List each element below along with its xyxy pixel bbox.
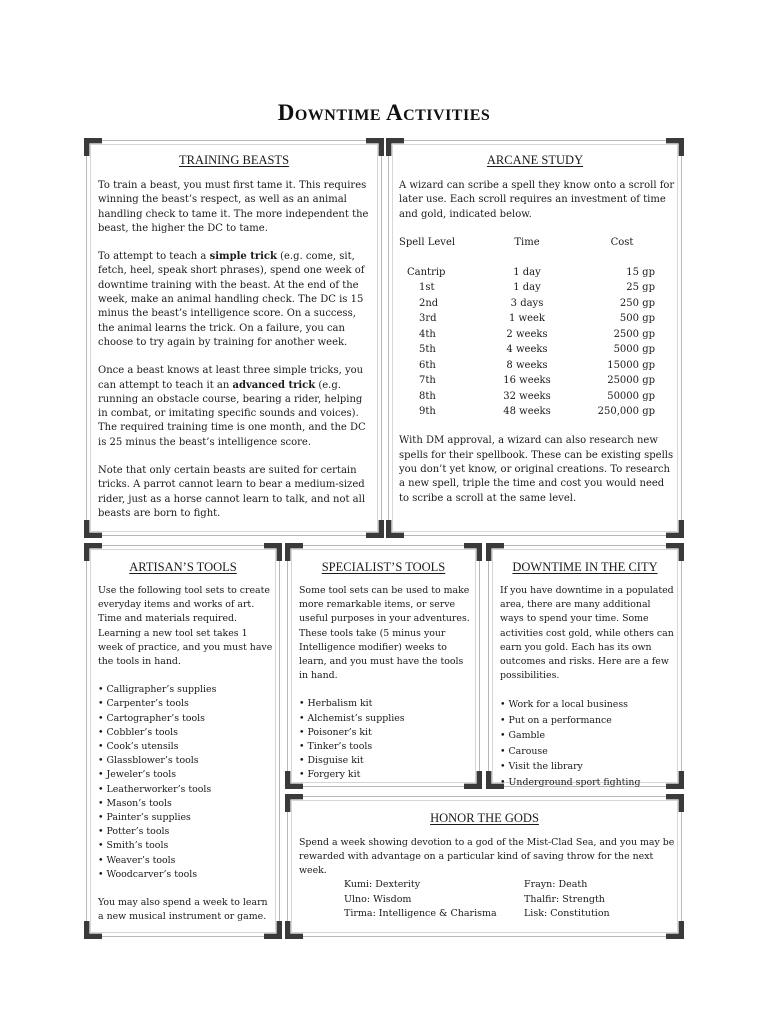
list-item: • Poisoner’s kit: [299, 726, 372, 738]
table-row: [399, 265, 667, 281]
list-item: • Potter’s tools: [98, 826, 170, 838]
cell-cost: 25 gp: [626, 282, 655, 294]
table-row: [399, 343, 667, 359]
god-entry: Lisk: Constitution: [524, 908, 610, 919]
advanced-trick-paragraph: Once a beast knows at least three simple tricks, you can attempt to teach it an advanced trick (e.g. running an obstacle course, bearing a rider, helping in combat, or imitating specific sounds and voices). The required training time is one month, and the DC is 25 minus the beast’s intelligence score.: [98, 365, 366, 448]
gods-list: [344, 878, 674, 922]
cell-cost: 250,000 gp: [597, 406, 655, 418]
cell-cost: 500 gp: [619, 313, 655, 325]
specialists-tools-panel: [287, 545, 480, 787]
list-item: • Leatherworker’s tools: [98, 783, 212, 795]
corner-ornament: [285, 794, 303, 812]
god-entry: Ulno: Wisdom: [344, 893, 412, 905]
table-row: [399, 389, 667, 405]
cell-level: 1st: [419, 282, 435, 294]
corner-ornament: [264, 543, 282, 561]
specialists-tools-intro: Some tool sets can be used to make more remarkable items, or serve useful purposes in your adventures. These tools take (5 minus your Intelligence modifier) weeks to learn, and you must have the tools in hand.: [299, 585, 470, 682]
list-item: • Put on a performance: [500, 714, 612, 726]
cell-level: 3rd: [419, 313, 437, 325]
table-row: [399, 374, 667, 390]
artisans-tools-title: ARTISAN’S TOOLS: [129, 560, 237, 574]
arcane-study-outro: With DM approval, a wizard can also research new spells for their spellbook. These can be existing spells you don’t yet know, or original creations. To research a new spell, triple the time and cost you would need to scribe a scroll at the same level.: [399, 435, 674, 504]
god-entry: Tirma: Intelligence & Charisma: [344, 908, 497, 919]
column-header-level: Spell Level: [399, 237, 456, 249]
cell-cost: 5000 gp: [613, 344, 655, 356]
downtime-city-panel: [488, 545, 682, 787]
downtime-city-title: DOWNTIME IN THE CITY: [512, 560, 658, 574]
column-header-cost: Cost: [610, 237, 634, 249]
table-row: [399, 327, 667, 343]
specialists-tools-title: SPECIALIST’S TOOLS: [321, 560, 446, 574]
god-entry: Kumi: Dexterity: [344, 879, 421, 890]
list-item: • Disguise kit: [299, 755, 364, 767]
cell-level: 2nd: [419, 297, 439, 309]
cell-time: 8 weeks: [506, 359, 548, 371]
cell-cost: 25000 gp: [607, 375, 655, 387]
artisans-tools-panel: [86, 545, 280, 937]
list-item: • Forgery kit: [299, 769, 361, 781]
list-item: • Jeweler’s tools: [98, 769, 177, 781]
list-item: • Smith’s tools: [98, 840, 169, 852]
god-entry: Frayn: Death: [524, 879, 588, 890]
corner-ornament: [666, 921, 684, 939]
cell-level: 8th: [419, 390, 436, 402]
corner-ornament: [666, 520, 684, 538]
list-item: • Cobbler’s tools: [98, 726, 178, 738]
artisans-tools-outro: You may also spend a week to learn a new musical instrument or game.: [98, 897, 268, 923]
cell-cost: 50000 gp: [607, 390, 655, 402]
corner-ornament: [285, 543, 303, 561]
cell-time: 48 weeks: [503, 406, 551, 418]
list-item: • Visit the library: [500, 761, 583, 773]
corner-ornament: [285, 921, 303, 939]
god-entry: Thalfir: Strength: [524, 893, 605, 905]
corner-ornament: [464, 543, 482, 561]
cell-time: 16 weeks: [503, 375, 551, 387]
specialists-tools-list: [299, 697, 473, 782]
cell-time: 4 weeks: [506, 344, 548, 356]
downtime-city-intro: If you have downtime in a populated area, there are many additional ways to spend your time. Some activities cost gold, while others can earn you gold. Each has its own outcomes and risks. Here are a few possibilities.: [500, 585, 674, 682]
list-item: • Painter’s supplies: [98, 812, 191, 824]
list-item: • Carouse: [500, 745, 548, 757]
cell-level: 9th: [419, 406, 436, 418]
corner-ornament: [84, 543, 102, 561]
training-beasts-note: Note that only certain beasts are suited for certain tricks. A parrot cannot learn to bear a medium-sized rider, just as a horse cannot learn to talk, and not all beasts are born to fight.: [98, 465, 366, 519]
list-item: • Glassblower’s tools: [98, 755, 199, 767]
spell-scroll-table: [399, 236, 667, 421]
table-row: [399, 405, 667, 421]
cell-cost: 2500 gp: [613, 328, 655, 340]
list-item: • Cook’s utensils: [98, 741, 179, 753]
column-header-time: Time: [514, 237, 540, 249]
table-row: [399, 312, 667, 328]
cell-time: 3 days: [510, 297, 544, 309]
cell-level: 5th: [419, 344, 436, 356]
list-item: • Alchemist’s supplies: [299, 712, 405, 724]
table-row: [399, 358, 667, 374]
cell-time: 2 weeks: [506, 328, 548, 340]
training-beasts-title: TRAINING BEASTS: [178, 153, 290, 167]
list-item: • Cartographer’s tools: [98, 712, 205, 724]
list-item: • Underground sport fighting: [500, 776, 641, 788]
honor-gods-intro: Spend a week showing devotion to a god of the Mist-Clad Sea, and you may be rewarded with advantage on a particular kind of saving throw for the next week.: [299, 837, 675, 877]
downtime-city-list: [500, 697, 675, 790]
artisans-tools-list: [98, 683, 273, 882]
corner-ornament: [666, 794, 684, 812]
arcane-study-intro: A wizard can scribe a spell they know onto a scroll for later use. Each scroll requires an investment of time and gold, indicated below.: [399, 180, 675, 220]
table-header-row: [399, 236, 667, 252]
corner-ornament: [666, 543, 684, 561]
cell-level: 6th: [419, 359, 436, 371]
honor-gods-panel: [287, 796, 682, 937]
page-title: Downtime Activities: [277, 100, 491, 125]
artisans-tools-intro: Use the following tool sets to create everyday items and works of art. Time and materials required. Learning a new tool set takes 1 week of practice, and you must have the tools in hand.: [98, 585, 273, 668]
table-row: [399, 296, 667, 312]
list-item: • Woodcarver’s tools: [98, 868, 198, 880]
cell-cost: 15 gp: [626, 266, 655, 278]
arcane-study-title: ARCANE STUDY: [486, 153, 584, 167]
cell-time: 1 day: [513, 266, 541, 278]
list-item: • Calligrapher’s supplies: [98, 684, 217, 696]
arcane-study-panel: [388, 140, 682, 536]
list-item: • Work for a local business: [500, 699, 628, 711]
honor-gods-title: HONOR THE GODS: [430, 811, 539, 825]
corner-ornament: [486, 543, 504, 561]
cell-cost: 250 gp: [619, 297, 655, 309]
simple-trick-paragraph: To attempt to teach a simple trick (e.g. come, sit, fetch, heel, speak short phrases), spend one week of downtime training with the beast. At the end of the week, make an animal handling check. The DC is 15 minus the beast’s intelligence score. On a success, the animal learns the trick. On a failure, you can choose to try again by training for another week.: [98, 251, 365, 348]
cell-time: 1 day: [513, 282, 541, 294]
training-beasts-panel: [86, 140, 382, 536]
list-item: • Tinker’s tools: [299, 741, 373, 753]
list-item: • Gamble: [500, 730, 546, 742]
cell-level: 4th: [419, 328, 436, 340]
cell-time: 32 weeks: [503, 390, 551, 402]
list-item: • Carpenter’s tools: [98, 698, 189, 710]
corner-ornament: [386, 520, 404, 538]
cell-cost: 15000 gp: [607, 359, 655, 371]
cell-level: Cantrip: [407, 266, 446, 278]
training-beasts-intro: To train a beast, you must first tame it. This requires winning the beast’s respect, as well as an animal handling check to tame it. The more independent the beast, the higher the DC to tame.: [98, 180, 369, 234]
list-item: • Mason’s tools: [98, 797, 172, 809]
cell-time: 1 week: [509, 313, 545, 325]
cell-level: 7th: [419, 375, 436, 387]
list-item: • Weaver’s tools: [98, 854, 176, 866]
list-item: • Herbalism kit: [299, 698, 373, 710]
table-row: [399, 281, 667, 297]
